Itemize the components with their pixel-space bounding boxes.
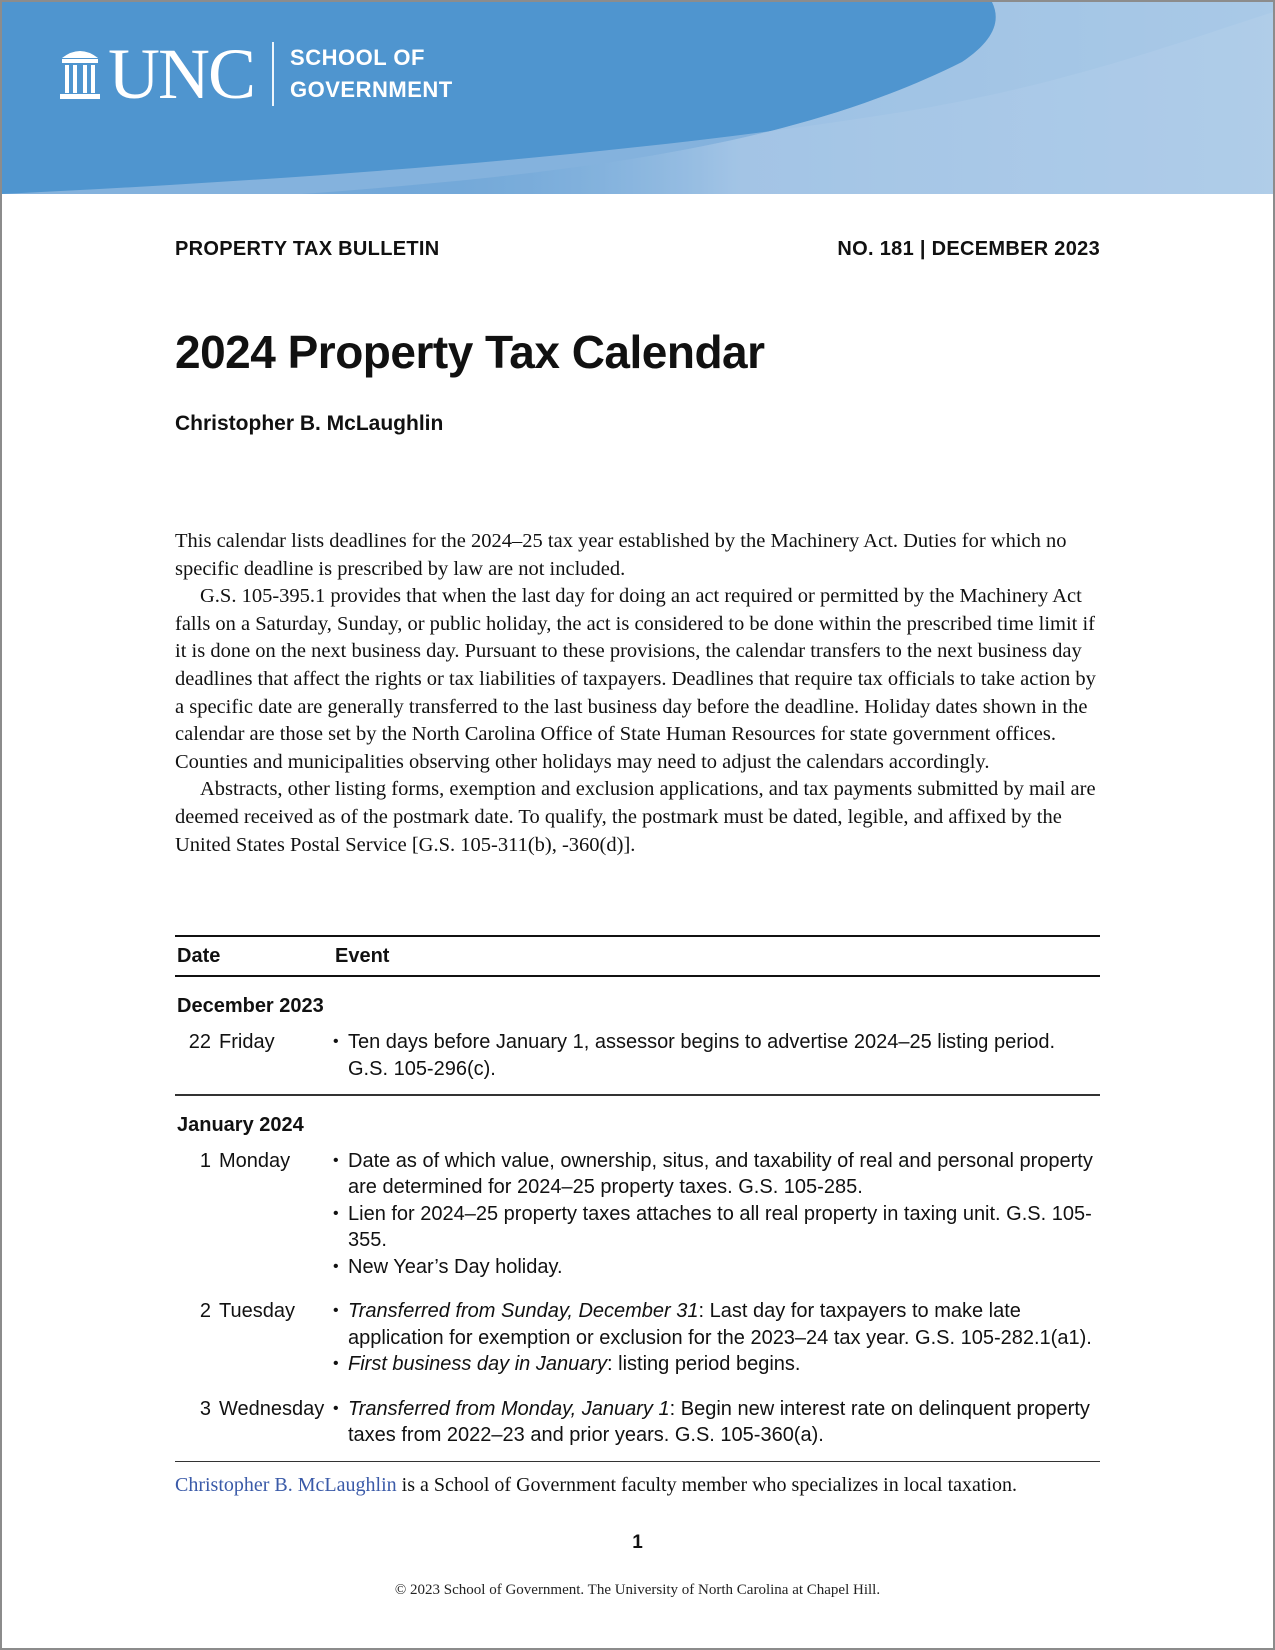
entry-date	[175, 1298, 333, 1378]
event-item	[333, 1254, 1100, 1281]
date-number: 3	[199, 1397, 211, 1420]
intro-text	[175, 528, 1100, 859]
header-banner	[2, 2, 1273, 194]
school-name	[290, 42, 453, 106]
event-text: : listing period begins.	[607, 1353, 801, 1375]
school-line-2: GOVERNMENT	[290, 77, 453, 102]
event-list	[333, 1396, 1100, 1449]
page-title: 2024 Property Tax Calendar	[175, 326, 765, 378]
unc-wordmark: UNC	[108, 34, 255, 114]
event-emphasis: First business day in January	[348, 1353, 608, 1375]
author-link[interactable]: Christopher B. McLaughlin	[175, 1474, 397, 1496]
month-heading: January 2024	[177, 1113, 304, 1136]
school-line-1: SCHOOL OF	[290, 45, 425, 70]
event-emphasis: Transferred from Sunday, December 31	[348, 1300, 699, 1322]
event-list	[333, 1148, 1100, 1281]
calendar-entry	[175, 1148, 1100, 1281]
intro-paragraph: G.S. 105-395.1 provides that when the last day for doing an act required or permitted by the Machinery Act falls on a Saturday, Sunday, or public holiday, the act is considered to be done within the prescribed time limit if it is done on the next business day. Pursuant to these provisions, the calendar transfers to the next business day deadlines that affect the rights or tax liabilities of taxpayers. Deadlines that require tax officials to take action by a specific date are generally transferred to the last business day before the deadline. Holiday dates shown in the calendar are those set by the North Carolina Office of State Human Resources for state government offices. Counties and municipalities observing other holidays may need to adjust the calendars accordingly.	[175, 585, 1096, 773]
event-text: Lien for 2024–25 property taxes attaches to all real property in taxing unit. G.S. 105-355.	[348, 1202, 1092, 1251]
month-heading: December 2023	[177, 995, 324, 1017]
date-weekday: Tuesday	[219, 1300, 295, 1322]
bulletin-issue: NO. 181 | DECEMBER 2023	[837, 238, 1100, 260]
date-weekday: Friday	[219, 1031, 275, 1053]
event-text: New Year’s Day holiday.	[348, 1255, 563, 1278]
event-text: : Last day for taxpayers to make late application for exemption or exclusion for the 2023–24 tax year. G.S. 105-282.1(a1).	[348, 1300, 1092, 1349]
event-text: Date as of which value, ownership, situs, and taxability of real and personal property are determined for 2024–25 property taxes. G.S. 105-285.	[348, 1149, 1093, 1198]
calendar-entry	[175, 1396, 1100, 1449]
calendar-entry	[175, 1298, 1100, 1378]
date-weekday: Monday	[219, 1149, 291, 1172]
author-name: Christopher B. McLaughlin	[175, 412, 444, 435]
intro-paragraph: Abstracts, other listing forms, exemption and exclusion applications, and tax payments submitted by mail are deemed received as of the postmark date. To qualify, the postmark must be dated, legible, and affixed by the United States Postal Service [G.S. 105-311(b), -360(d)].	[175, 778, 1096, 856]
bio-text: is a School of Government faculty member who specializes in local taxation.	[396, 1474, 1018, 1496]
event-list	[333, 1029, 1100, 1082]
event-item	[333, 1298, 1100, 1351]
table-header-rule	[175, 975, 1100, 977]
event-column-header: Event	[335, 944, 390, 967]
entry-date	[175, 1148, 333, 1281]
bulletin-series: PROPERTY TAX BULLETIN	[175, 238, 440, 260]
event-emphasis: Transferred from Monday, January 1	[348, 1397, 670, 1420]
date-number: 1	[199, 1149, 211, 1172]
page-number: 1	[632, 1532, 643, 1553]
author-bio	[175, 1474, 1017, 1497]
event-item	[333, 1029, 1100, 1082]
calendar-table	[175, 935, 1100, 1462]
date-number: 2	[199, 1300, 211, 1322]
event-item	[333, 1148, 1100, 1201]
event-item	[333, 1201, 1100, 1254]
unc-logo	[58, 34, 453, 114]
copyright-notice: © 2023 School of Government. The University of North Carolina at Chapel Hill.	[394, 1582, 881, 1598]
date-weekday: Wednesday	[219, 1397, 325, 1420]
table-bottom-rule	[175, 1461, 1100, 1463]
month-divider	[175, 1094, 1100, 1096]
entry-date	[175, 1029, 333, 1082]
event-text: : Begin new interest rate on delinquent property taxes from 2022–23 and prior years. G.S. 105-360(a).	[348, 1397, 1090, 1446]
event-item	[333, 1396, 1100, 1449]
calendar-entry	[175, 1029, 1100, 1082]
event-item	[333, 1351, 1100, 1378]
event-list	[333, 1298, 1100, 1378]
table-header-row	[175, 937, 1100, 975]
entry-date	[175, 1396, 333, 1449]
logo-divider	[272, 42, 274, 106]
date-column-header: Date	[177, 944, 221, 967]
event-text: Ten days before January 1, assessor begins to advertise 2024–25 listing period. G.S. 105-296(c).	[348, 1031, 1056, 1080]
date-number: 22	[188, 1031, 211, 1053]
old-well-icon	[58, 44, 102, 104]
intro-paragraph: This calendar lists deadlines for the 2024–25 tax year established by the Machinery Act. Duties for which no specific deadline is prescribed by law are not included.	[175, 530, 1067, 580]
